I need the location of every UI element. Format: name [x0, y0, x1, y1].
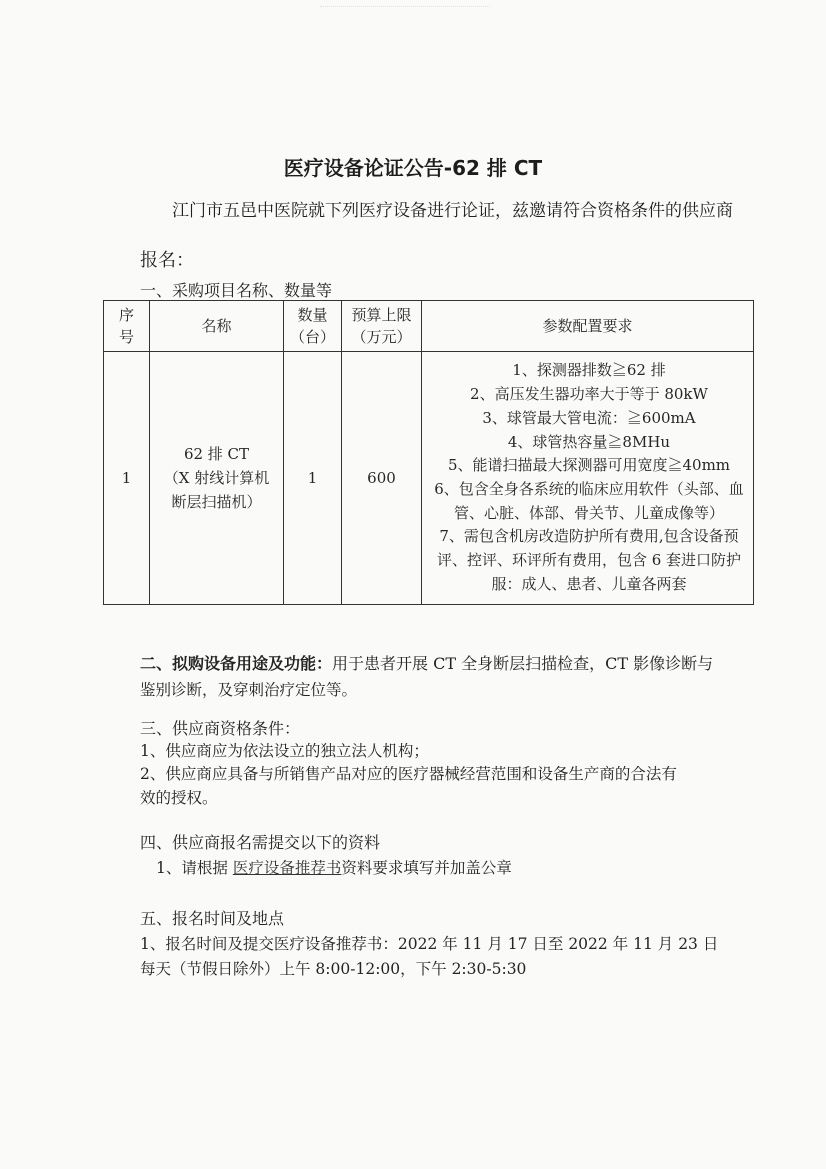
param-item: 2、高压发生器功率大于等于 80kW [470, 385, 708, 404]
section-3-item-1: 1、供应商应为依法设立的独立法人机构； [140, 742, 429, 760]
section-3-heading: 三、供应商资格条件： [140, 719, 301, 738]
scan-artifact [320, 6, 490, 21]
intro-line-1: 江门市五邑中医院就下列医疗设备进行论证，兹邀请符合资格条件的供应商 [172, 201, 733, 221]
header-seq: 序 号 [104, 301, 150, 352]
cell-seq: 1 [104, 352, 150, 605]
param-item: 5、能谱扫描最大探测器可用宽度≧40mm [447, 456, 731, 475]
section-2-heading: 二、拟购设备用途及功能： [140, 654, 333, 673]
cell-params [422, 352, 754, 605]
page-title: 医疗设备论证公告-62 排 CT [283, 156, 543, 180]
section-2-text-1: 用于患者开展 CT 全身断层扫描检查，CT 影像诊断与 [332, 654, 714, 673]
param-item: 评、控评、环评所有费用，包含 6 套进口防护 [436, 551, 742, 570]
cell-budget: 600 [342, 352, 422, 605]
param-item: 管、心脏、体部、骨关节、儿童成像等） [453, 503, 724, 522]
header-qty: 数量 （台） [284, 301, 342, 352]
section-5-line-1: 1、报名时间及提交医疗设备推荐书：2022 年 11 月 17 日至 2022 年 11 月 23 日 [140, 935, 719, 953]
section-2-text-2: 鉴别诊断，及穿刺治疗定位等。 [140, 681, 358, 699]
param-item: 服：成人、患者、儿童各两套 [491, 574, 687, 593]
section-3-item-2: 2、供应商应具备与所销售产品对应的医疗器械经营范围和设备生产商的合法有 [140, 765, 677, 783]
header-name: 名称 [150, 301, 284, 352]
table-row [104, 352, 754, 605]
section-4-heading: 四、供应商报名需提交以下的资料 [140, 833, 381, 852]
section-5-line-2: 每天（节假日除外）上午 8:00-12:00，下午 2:30-5:30 [140, 960, 527, 978]
section-3-item-3: 效的授权。 [140, 789, 218, 807]
section-5-heading: 五、报名时间及地点 [140, 909, 285, 928]
cell-qty: 1 [284, 352, 342, 605]
table-header-row [104, 301, 754, 352]
section-1-heading: 一、采购项目名称、数量等 [140, 281, 333, 300]
param-item: 6、包含全身各系统的临床应用软件（头部、血 [434, 480, 744, 498]
param-item: 3、球管最大管电流：≧600mA [482, 408, 696, 427]
section-2 [140, 651, 713, 674]
intro-line-2: 报名： [140, 250, 194, 271]
section-4-item: 1、请根据 医疗设备推荐书资料要求填写并加盖公章 [156, 859, 512, 877]
param-item: 1、探测器排数≧62 排 [512, 361, 666, 380]
param-item: 7、需包含机房改造防护所有费用,包含设备预 [439, 527, 739, 546]
cell-name: 62 排 CT （X 射线计算机 断层扫描机） [150, 352, 284, 605]
recommendation-form-link[interactable]: 医疗设备推荐书 [232, 859, 342, 877]
procurement-table [103, 300, 754, 605]
param-item: 4、球管热容量≧8MHu [507, 432, 671, 451]
header-params: 参数配置要求 [422, 301, 754, 352]
header-budget: 预算上限 （万元） [342, 301, 422, 352]
